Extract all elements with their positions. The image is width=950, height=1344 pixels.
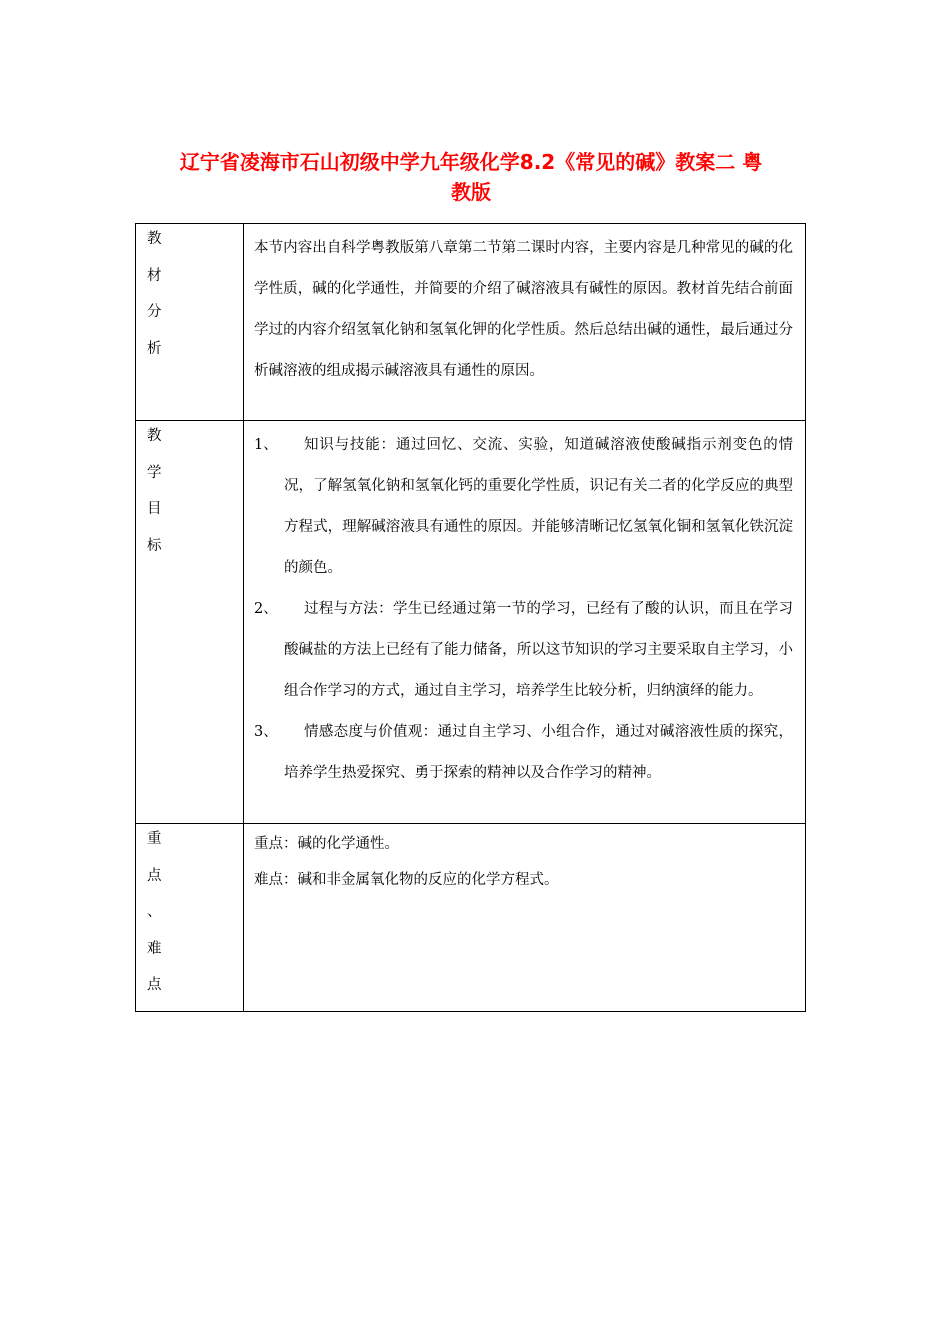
label-char: 标 <box>147 537 162 554</box>
table-row-textbook-analysis <box>136 224 806 421</box>
objective-text: 过程与方法：学生已经通过第一节的学习，已经有了酸的认识，而且在学习酸碱盐的方法上已经有了能力储备，所以这节知识的学习主要采取自主学习，小组合作学习的方式，通过自主学习，培养学生比较分析，归纳演绎的能力。 <box>284 601 793 699</box>
objective-number: 1、 <box>254 437 278 453</box>
objective-text: 情感态度与价值观：通过自主学习、小组合作，通过对碱溶液性质的探究，培养学生热爱探究、勇于探索的精神以及合作学习的精神。 <box>284 724 793 781</box>
table-row-key-difficult-points <box>136 824 806 1012</box>
label-char: 难 <box>147 940 162 957</box>
label-char: 教 <box>147 428 162 444</box>
objective-number: 2、 <box>254 601 278 617</box>
objective-item <box>254 589 793 712</box>
row-label-textbook-analysis <box>136 224 243 374</box>
row-content-cell <box>244 824 806 1012</box>
row-label-teaching-objectives <box>136 421 243 571</box>
row-label-cell <box>136 224 244 421</box>
label-char: 目 <box>147 501 162 517</box>
objective-text: 知识与技能：通过回忆、交流、实验，知道碱溶液使酸碱指示剂变色的情况，了解氢氧化钠和氢氧化钙的重要化学性质，识记有关二者的化学反应的典型方程式，理解碱溶液具有通性的原因。并能够清晰记忆氢氧化铜和氢氧化铁沉淀的颜色。 <box>284 437 793 576</box>
textbook-analysis-text: 本节内容出自科学粤教版第八章第二节第二课时内容，主要内容是几种常见的碱的化学性质，碱的化学通性，并简要的介绍了碱溶液具有碱性的原因。教材首先结合前面学过的内容介绍氢氧化钠和氢氧化钾的化学性质。然后总结出碱的通性，最后通过分析碱溶液的组成揭示碱溶液具有通性的原因。 <box>254 240 793 379</box>
label-char: 重 <box>147 831 162 847</box>
label-char: 材 <box>147 267 162 284</box>
title-line-1: 辽宁省凌海市石山初级中学九年级化学8.2《常见的碱》教案二 粤 <box>179 150 763 174</box>
document-title <box>135 147 807 207</box>
row-content-cell <box>244 224 806 421</box>
label-char: 教 <box>147 231 162 247</box>
objective-item <box>254 712 793 794</box>
row-label-cell <box>136 824 244 1012</box>
title-line-2: 教版 <box>451 180 491 204</box>
lesson-plan-table <box>135 223 806 1012</box>
key-point-text: 重点：碱的化学通性。 <box>254 836 399 852</box>
label-char: 、 <box>147 904 162 920</box>
difficult-point-text: 难点：碱和非金属氧化物的反应的化学方程式。 <box>254 872 559 888</box>
objective-number: 3、 <box>254 724 278 740</box>
label-char: 学 <box>147 464 162 481</box>
label-char: 点 <box>147 867 162 884</box>
row-label-key-difficult-points <box>136 824 243 1011</box>
label-char: 分 <box>147 304 162 320</box>
table-row-teaching-objectives <box>136 421 806 824</box>
objective-item <box>254 425 793 589</box>
row-label-cell <box>136 421 244 824</box>
row-content-cell <box>244 421 806 824</box>
label-char: 点 <box>147 977 162 993</box>
label-char: 析 <box>147 340 162 357</box>
